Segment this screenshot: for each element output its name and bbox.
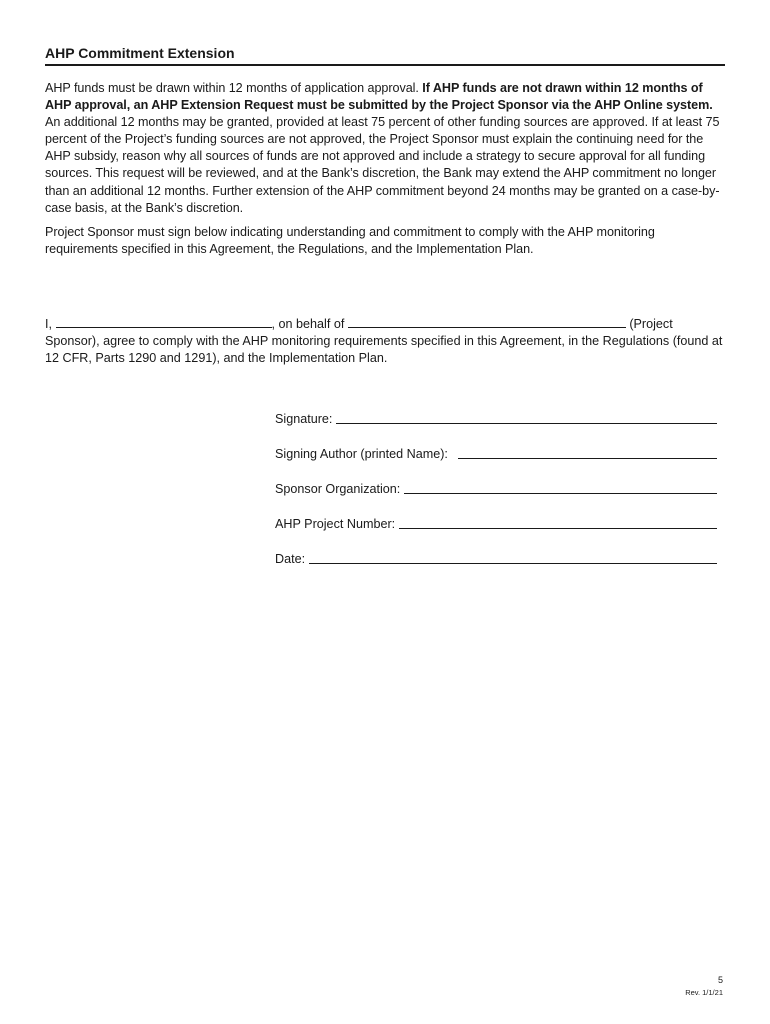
sponsor-name-blank[interactable] (348, 316, 626, 328)
section-title: AHP Commitment Extension (45, 44, 725, 66)
date-row (275, 550, 717, 585)
signing-author-field[interactable] (458, 446, 717, 459)
pledge-prefix: I, (45, 316, 56, 331)
project-number-field[interactable] (399, 516, 717, 529)
extension-paragraph-lead: AHP funds must be drawn within 12 months of application approval. (45, 81, 423, 95)
pledge-middle: , on behalf of (271, 316, 348, 331)
signature-label: Signature: (275, 412, 333, 426)
revision-date: Rev. 1/1/21 (685, 988, 723, 997)
extension-paragraph (45, 80, 725, 217)
signature-row (275, 410, 717, 445)
date-field[interactable] (309, 551, 717, 564)
signature-field[interactable] (336, 411, 717, 424)
extension-paragraph-tail: An additional 12 months may be granted, provided at least 75 percent of other funding sources are approved. If at least 75 percent of the Project’s funding sources are not approved, the Project Sponsor must explain the continuing need for the AHP subsidy, reason why all sources of funds are not approved and include a strategy to secure approval for all funding sources. This request will be reviewed, and at the Bank’s discretion, the Bank may extend the AHP commitment no longer than an additional 12 months. Further extension of the AHP commitment beyond 24 months may be granted on a case-by-case basis, at the Bank’s discretion. (45, 115, 720, 215)
pledge-suffix: (Project Sponsor), agree to comply with the AHP monitoring requirements specified in this Agreement, in the Regulations (found at 12 CFR, Parts 1290 and 1291), and the Implementation Plan. (45, 316, 723, 366)
sponsor-organization-label: Sponsor Organization: (275, 482, 401, 496)
sponsor-organization-field[interactable] (404, 481, 717, 494)
page-footer (685, 974, 723, 998)
sponsor-organization-row (275, 480, 717, 515)
page-number: 5 (717, 975, 723, 985)
commitment-paragraph: Project Sponsor must sign below indicating understanding and commitment to comply with the AHP monitoring requirements specified in this Agreement, the Regulations, and the Implementation Plan. (45, 224, 655, 256)
signing-author-label: Signing Author (printed Name): (275, 447, 448, 461)
signature-block (275, 410, 717, 585)
signer-name-blank[interactable] (56, 316, 272, 328)
extension-paragraph-bold: If AHP funds are not drawn within 12 months of AHP approval, an AHP Extension Request must be submitted by the Project Sponsor via the AHP Online system. (45, 81, 713, 113)
signing-author-row (275, 445, 717, 480)
pledge-statement (45, 316, 725, 367)
document-page (45, 44, 725, 566)
date-label: Date: (275, 552, 306, 566)
project-number-row (275, 515, 717, 550)
project-number-label: AHP Project Number: (275, 517, 396, 531)
